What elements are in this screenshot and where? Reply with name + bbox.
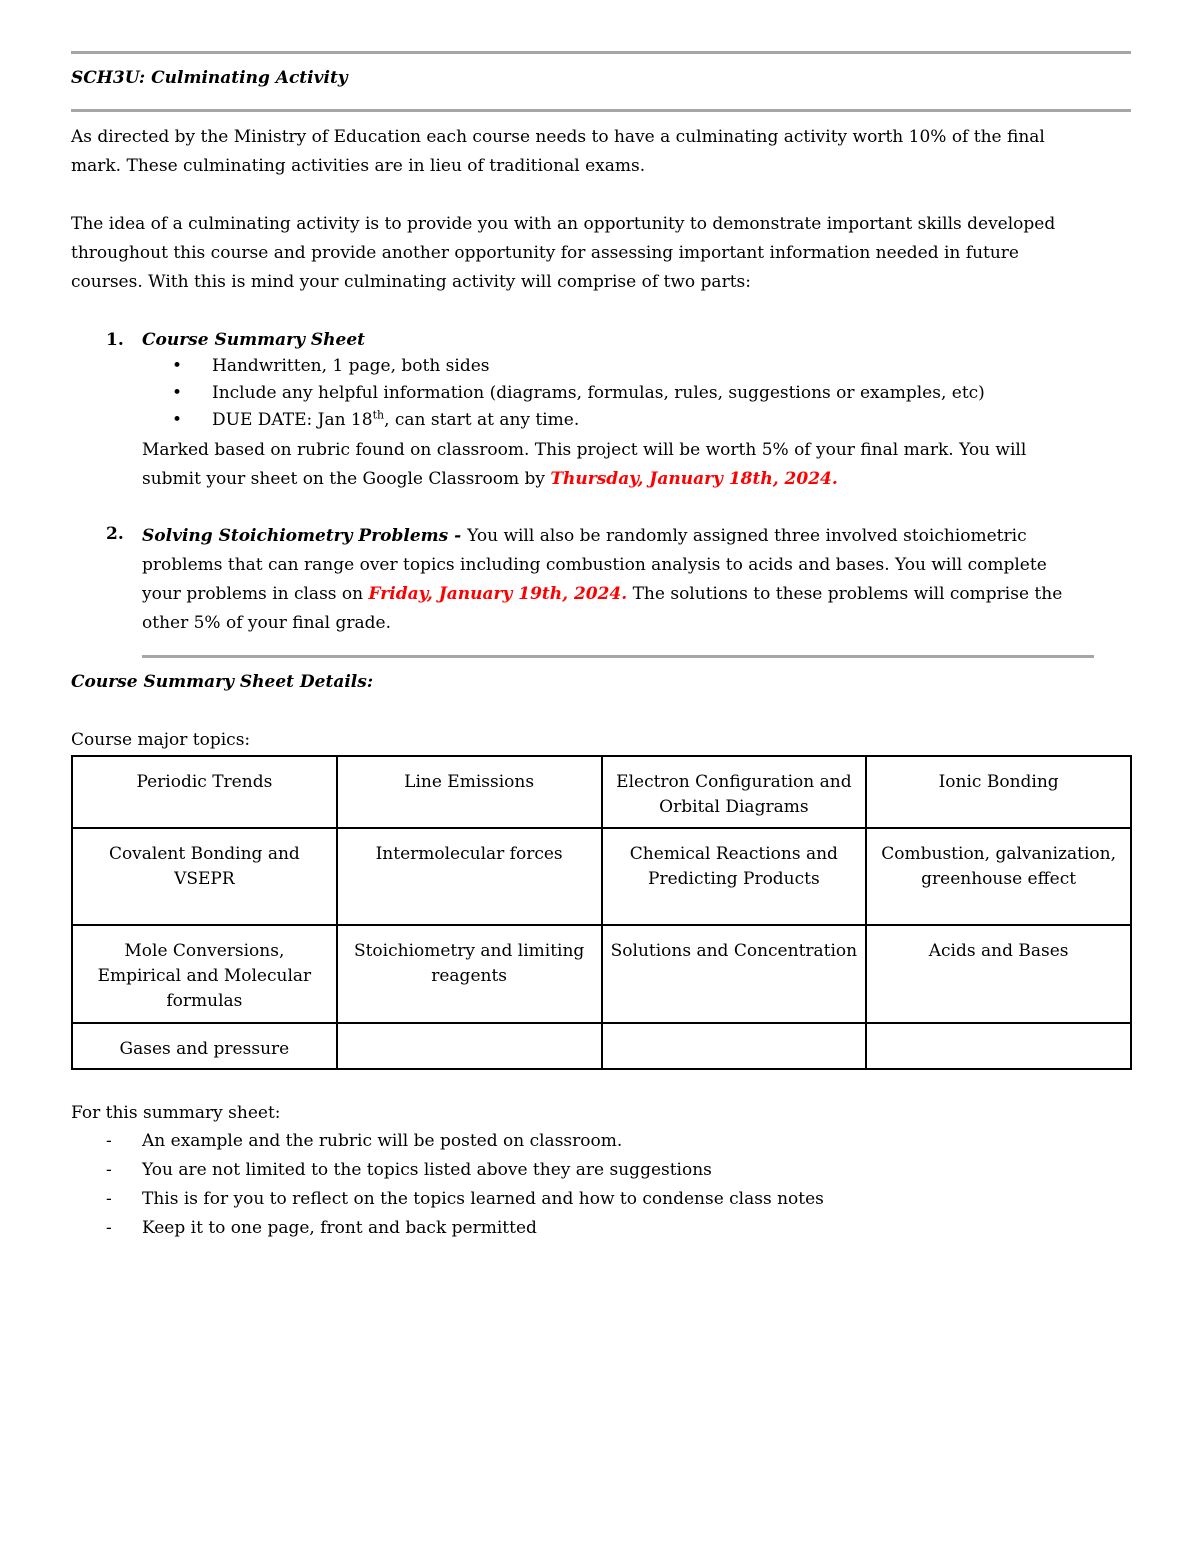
part2-line: other 5% of your final grade. <box>142 613 391 633</box>
table-row <box>72 1023 1131 1069</box>
table-cell <box>337 1023 602 1069</box>
part2-line1-rest: You will also be randomly assigned three involved stoichiometric <box>467 526 1027 546</box>
table-cell: Intermolecular forces <box>337 828 602 925</box>
part2-line: problems that can range over topics including combustion analysis to acids and bases. You will complete <box>142 555 1047 575</box>
part2-line <box>142 522 1132 551</box>
idea-paragraph <box>71 210 1131 297</box>
table-cell: Combustion, galvanization, greenhouse effect <box>866 828 1131 925</box>
topics-label: Course major topics: <box>71 730 251 750</box>
bullet-icon: • <box>172 356 183 376</box>
dash-marker: - <box>106 1160 112 1180</box>
part2-paragraph <box>142 522 1132 638</box>
title-rule <box>71 109 1131 112</box>
part2-date-highlight: Friday, January 19th, 2024. <box>368 584 628 604</box>
part2-line3-prefix: your problems in class on <box>142 584 369 604</box>
part1-bullet: Include any helpful information (diagrams, formulas, rules, suggestions or examples, etc) <box>212 383 985 403</box>
marked-line <box>142 465 1132 494</box>
table-cell: Chemical Reactions and Predicting Products <box>602 828 867 925</box>
part2-number: 2. <box>106 524 124 544</box>
summary-label: For this summary sheet: <box>71 1103 281 1123</box>
idea-line: throughout this course and provide another opportunity for assessing important information needed in future <box>71 243 1019 263</box>
due-suffix: , can start at any time. <box>384 410 580 430</box>
details-heading: Course Summary Sheet Details: <box>71 672 374 692</box>
table-cell: Electron Configuration and Orbital Diagrams <box>602 756 867 828</box>
bullet-icon: • <box>172 410 183 430</box>
dash-marker: - <box>106 1218 112 1238</box>
table-cell: Mole Conversions, Empirical and Molecular formulas <box>72 925 337 1023</box>
marked-prefix: submit your sheet on the Google Classroom by <box>142 469 551 489</box>
part1-marked-paragraph <box>142 436 1132 494</box>
summary-item: An example and the rubric will be posted on classroom. <box>142 1131 623 1151</box>
table-cell: Acids and Bases <box>866 925 1131 1023</box>
dash-marker: - <box>106 1189 112 1209</box>
table-cell: Solutions and Concentration <box>602 925 867 1023</box>
table-row <box>72 756 1131 828</box>
topics-table <box>71 755 1132 1070</box>
intro-paragraph <box>71 123 1131 181</box>
summary-item: Keep it to one page, front and back permitted <box>142 1218 537 1238</box>
intro-line: As directed by the Ministry of Education each course needs to have a culminating activity worth 10% of the final <box>71 127 1045 147</box>
part1-due-date <box>212 410 579 430</box>
table-cell: Ionic Bonding <box>866 756 1131 828</box>
part2-line3-suffix: The solutions to these problems will comprise the <box>627 584 1063 604</box>
part2-line <box>142 580 1132 609</box>
due-superscript: th <box>372 408 385 422</box>
top-rule <box>71 51 1131 54</box>
marked-line: Marked based on rubric found on classroom. This project will be worth 5% of your final mark. You will <box>142 440 1027 460</box>
dash-marker: - <box>106 1131 112 1151</box>
table-cell: Line Emissions <box>337 756 602 828</box>
part1-bullet: Handwritten, 1 page, both sides <box>212 356 490 376</box>
part1-number: 1. <box>106 330 124 350</box>
section-rule <box>142 655 1094 658</box>
table-cell: Stoichiometry and limiting reagents <box>337 925 602 1023</box>
summary-item: This is for you to reflect on the topics learned and how to condense class notes <box>142 1189 824 1209</box>
table-cell: Periodic Trends <box>72 756 337 828</box>
due-prefix: DUE DATE: Jan 18 <box>212 410 373 430</box>
part1-heading: Course Summary Sheet <box>142 330 365 350</box>
idea-line: The idea of a culminating activity is to provide you with an opportunity to demonstrate important skills developed <box>71 214 1056 234</box>
page-title: SCH3U: Culminating Activity <box>71 68 348 88</box>
table-cell <box>866 1023 1131 1069</box>
bullet-icon: • <box>172 383 183 403</box>
table-row <box>72 925 1131 1023</box>
table-cell: Gases and pressure <box>72 1023 337 1069</box>
table-cell: Covalent Bonding and VSEPR <box>72 828 337 925</box>
table-row <box>72 828 1131 925</box>
intro-line: mark. These culminating activities are in lieu of traditional exams. <box>71 156 646 176</box>
idea-line: courses. With this is mind your culminating activity will comprise of two parts: <box>71 272 751 292</box>
table-cell <box>602 1023 867 1069</box>
summary-item: You are not limited to the topics listed above they are suggestions <box>142 1160 712 1180</box>
part1-due-date-highlight: Thursday, January 18th, 2024. <box>550 469 838 489</box>
part2-heading: Solving Stoichiometry Problems - <box>142 526 468 546</box>
